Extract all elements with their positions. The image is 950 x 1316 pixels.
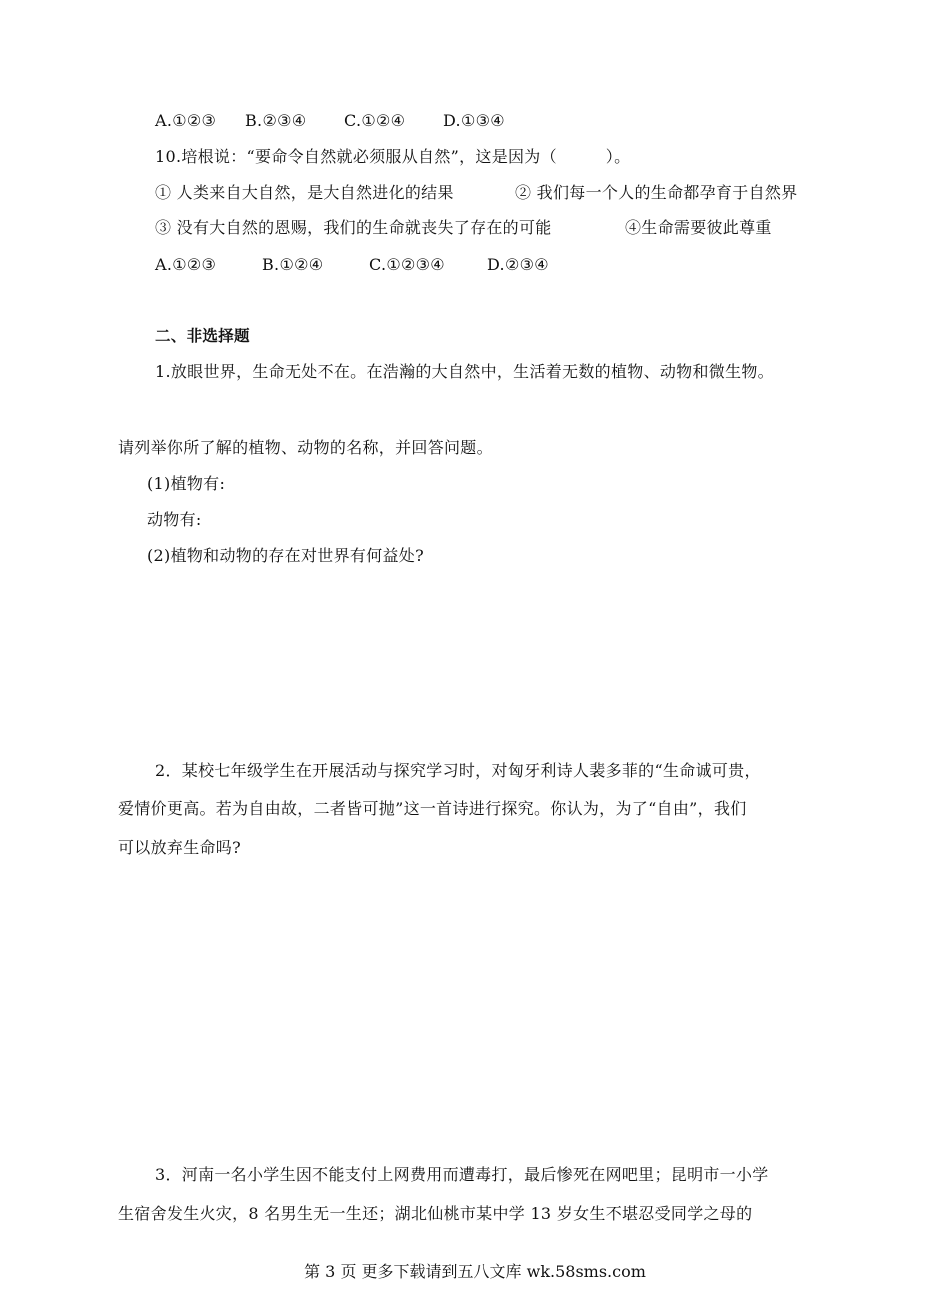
q10-option-a: A.①②③ <box>155 255 217 274</box>
s2-q2-line2: 爱情价更高。若为自由故，二者皆可抛”这一首诗进行探究。你认为，为了“自由”，我们 <box>118 799 747 818</box>
s2-q2-line3: 可以放弃生命吗? <box>118 838 241 857</box>
s2-q3-line1: 3．河南一名小学生因不能支付上网费用而遭毒打，最后惨死在网吧里；昆明市一小学 <box>155 1165 769 1184</box>
q10-option-c: C.①②③④ <box>369 255 445 274</box>
s2-q1-line2: 请列举你所了解的植物、动物的名称，并回答问题。 <box>118 438 493 457</box>
q10-statement-2: ② 我们每一个人的生命都孕育于自然界 <box>515 183 798 202</box>
s2-q2-line1: 2．某校七年级学生在开展活动与探究学习时，对匈牙利诗人裴多菲的“生命诚可贵， <box>155 761 761 780</box>
s2-q1-sub1b: 动物有: <box>147 510 202 529</box>
q10-option-b: B.①②④ <box>262 255 324 274</box>
page-footer: 第 3 页 更多下载请到五八文库 wk.58sms.com <box>304 1262 646 1281</box>
s2-q3-line2: 生宿舍发生火灾，8 名男生无一生还；湖北仙桃市某中学 13 岁女生不堪忍受同学之母的 <box>118 1204 753 1223</box>
s2-q1-sub1a: (1)植物有: <box>147 474 226 493</box>
q10-statements-row1 <box>155 182 798 204</box>
q10-statement-4: ④生命需要彼此尊重 <box>625 218 772 237</box>
section-heading: 二、非选择题 <box>155 327 250 345</box>
q10-statement-1: ① 人类来自大自然，是大自然进化的结果 <box>155 183 454 202</box>
q10-statements-row2 <box>155 217 772 239</box>
q10-options <box>155 254 549 276</box>
q9-option-b: B.②③④ <box>245 111 307 130</box>
q10-stem: 10.培根说：“要命令自然就必须服从自然”，这是因为（ ）。 <box>155 147 631 166</box>
q9-options <box>155 110 505 132</box>
q10-statement-3: ③ 没有大自然的恩赐，我们的生命就丧失了存在的可能 <box>155 218 552 237</box>
s2-q1-sub2: (2)植物和动物的存在对世界有何益处? <box>147 546 424 565</box>
q9-option-d: D.①③④ <box>443 111 505 130</box>
s2-q1-line1: 1.放眼世界，生命无处不在。在浩瀚的大自然中，生活着无数的植物、动物和微生物。 <box>155 362 774 381</box>
q9-option-a: A.①②③ <box>155 111 217 130</box>
q10-option-d: D.②③④ <box>487 255 549 274</box>
q9-option-c: C.①②④ <box>344 111 406 130</box>
